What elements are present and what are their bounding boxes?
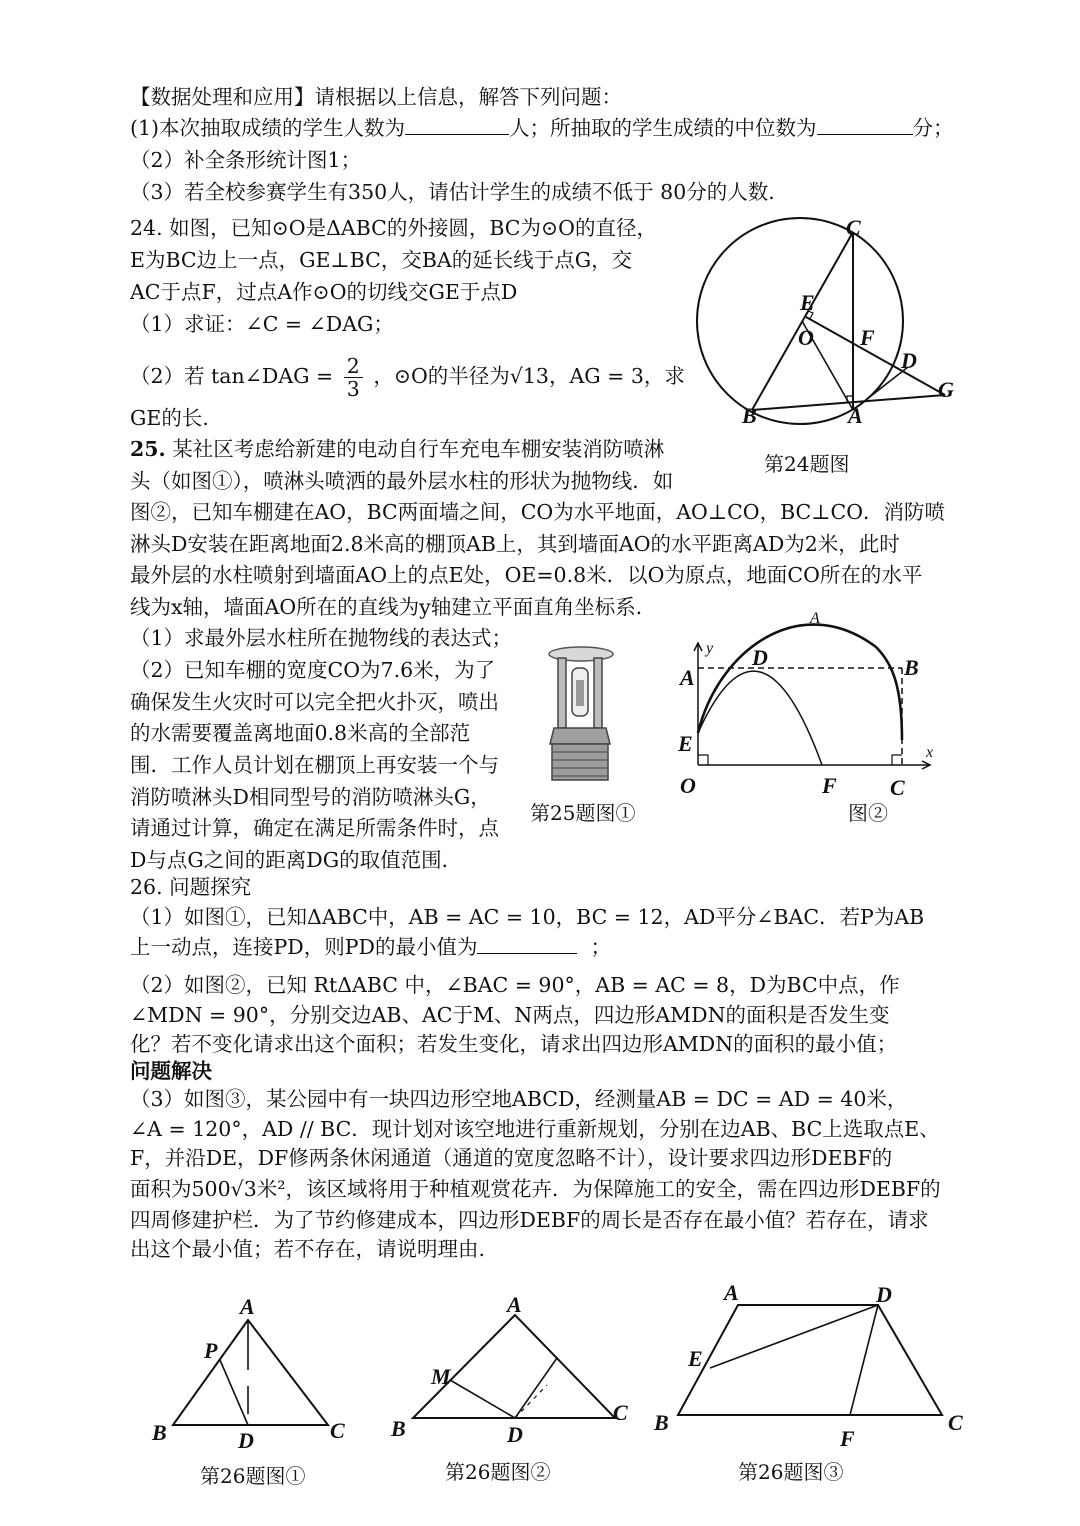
q25-figure2 [670,605,945,805]
label-e: E [678,731,693,756]
label-c: C [846,215,861,240]
q24-line-end: GE的长. [130,406,209,430]
q25-part2-4: 围．工作人员计划在棚顶上再安装一个与 [130,753,499,777]
label-p: P [204,1338,218,1363]
q25-caption1: 第25题图① [530,801,636,825]
label-g: G [938,377,954,402]
label-d: D [238,1428,254,1453]
q26-fig1-caption: 第26题图① [200,1464,306,1488]
q24-part2: （2）若 tan∠DAG = $\frac{2}{3}$ ，⊙O的半径为√13，AG = 3，求 [130,354,685,401]
right-angle-mark [892,755,902,765]
q26-figure3 [650,1280,970,1450]
q24-line2: E为BC边上一点，GE⊥BC，交BA的延长线于点G，交 [130,248,633,272]
label-o: O [798,325,814,350]
answer-blank[interactable] [405,114,509,135]
label-d: D [901,348,917,373]
sprinkler-head-illustration [536,640,626,790]
label-a: A [848,403,863,428]
circle-o [697,218,903,424]
q25-part2-6: 请通过计算，确定在满足所需条件时，点 [130,816,499,840]
segment-de [710,1305,878,1368]
canopy-arc [698,625,902,740]
segment-pd [220,1360,248,1425]
q24-line1: 24. 如图，已知⊙O是ΔABC的外接圆，BC为⊙O的直径， [130,216,657,240]
segment-df [850,1305,878,1415]
label-f: F [860,325,875,350]
q26-figure1 [140,1290,360,1460]
q25-part1: （1）求最外层水柱所在抛物线的表达式； [130,626,513,650]
q26-p1-line1: （1）如图①，已知ΔABC中，AB = AC = 10，BC = 12，AD平分∠BAC．若P为AB [130,905,925,929]
label-a: A [507,1292,522,1317]
q23-part1: (1)本次抽取成绩的学生人数为 人；所抽取的学生成绩的中位数为 分； [130,116,954,140]
q26-p2-line3: 化？若不变化请求出这个面积；若发生变化，请求出四边形AMDN的面积的最小值； [130,1032,898,1056]
q23-part2: （2）补全条形统计图1； [130,148,362,172]
q26-p2-line1: （2）如图②，已知 RtΔABC 中，∠BAC = 90°，AB = AC = 8，D为BC中点，作 [130,973,900,997]
label-b: B [391,1416,406,1441]
quadrilateral-abcd [678,1305,942,1415]
q25-part2-2: 确保发生火灾时可以完全把火扑灭，喷出 [130,690,499,714]
q24-line3: AC于点F，过点A作⊙O的切线交GE于点D [130,280,518,304]
q26-p2-line2: ∠MDN = 90°，分别交边AB、AC于M、N两点，四边形AMDN的面积是否发生变 [130,1003,890,1027]
q24-caption: 第24题图 [764,452,850,476]
label-m: M [431,1364,451,1389]
q26-p3-line4: 面积为500√3米²，该区域将用于种植观赏花卉．为保障施工的安全，需在四边形DEBF的 [130,1177,941,1201]
q26-p3-line3: F，并沿DE，DF修两条休闲通道（通道的宽度忽略不计），设计要求四边形DEBF的 [130,1146,893,1170]
label-b: B [654,1410,669,1435]
q25-line3: 图②，已知车棚建在AO，BC两面墙之间，CO为水平地面，AO⊥CO，BC⊥CO．消防喷 [130,500,946,524]
q24-part1: （1）求证：∠C = ∠DAG； [130,312,394,336]
label-c: C [890,775,905,800]
q25-part2-5: 消防喷淋头D相同型号的消防喷淋头G， [130,785,491,809]
q23-part3: （3）若全校参赛学生有350人，请估计学生的成绩不低于 80分的人数. [130,180,775,204]
label-e: E [688,1346,703,1371]
label-c: C [948,1410,963,1435]
label-c: C [330,1418,345,1443]
q25-line5: 最外层的水柱喷射到墙面AO上的点E处，OE=0.8米．以O为原点，地面CO所在的水平 [130,563,923,587]
q26-p3-line6: 出这个最小值；若不存在，请说明理由. [130,1237,486,1261]
q25-part2-3: 的水需要覆盖离地面0.8米高的全部范 [130,721,471,745]
q26-p3-line2: ∠A = 120°，AD // BC．现计划对该空地进行重新规划，分别在边AB、BC上选取点E、 [130,1117,940,1141]
q26-subtitle: 问题解决 [130,1059,212,1083]
label-b: B [152,1420,167,1445]
label-f: F [822,773,837,798]
label-x: x [926,744,934,761]
q25-line6: 线为x轴，墙面AO所在的直线为y轴建立平面直角坐标系． [130,595,657,619]
label-b: B [904,655,919,680]
label-o: O [680,773,696,798]
triangle-abc [173,1320,328,1425]
label-b: B [742,403,757,428]
q24-figure [690,205,970,430]
q25-line4: 淋头D安装在距离地面2.8米高的棚顶AB上，其到墙面AO的水平距离AD为2米，此时 [130,532,900,556]
q25-caption2: 图② [848,801,888,825]
label-c: C [613,1400,628,1425]
segment-dn [515,1358,557,1418]
q25-line1: 25. 某社区考虑给新建的电动自行车充电车棚安装消防喷淋 [130,437,665,461]
label-y: y [706,640,714,657]
q25-line2: 头（如图①），喷淋头喷洒的最外层水柱的形状为抛物线．如 [130,469,674,493]
q23-heading: 【数据处理和应用】请根据以上信息，解答下列问题： [130,85,622,109]
label-d: D [507,1422,523,1447]
label-a: A [240,1294,255,1319]
q25-part2-7: D与点G之间的距离DG的取值范围． [130,848,463,872]
answer-blank[interactable] [817,114,913,135]
label-f: F [840,1426,855,1451]
label-d: D [752,645,768,670]
label-e: E [800,290,815,315]
right-angle-mark [698,755,708,765]
label-a: A [680,665,695,690]
q26-title: 26. 问题探究 [130,875,252,899]
segment-eg [806,317,945,395]
label-a: A [724,1280,739,1305]
q26-p3-line5: 四周修建护栏．为了节约修建成本，四边形DEBF的周长是否存在最小值？若存在，请求 [130,1208,929,1232]
q25-part2-1: （2）已知车棚的宽度CO为7.6米，为了 [130,658,496,682]
label-d: D [876,1282,892,1307]
q26-fig2-caption: 第26题图② [445,1460,551,1484]
q26-fig3-caption: 第26题图③ [738,1460,844,1484]
fraction: $\frac{2}{3}$ [344,355,363,400]
segment-ad-dashed [515,1385,547,1418]
q26-p1-line2: 上一动点，连接PD，则PD的最小值为 ； [130,935,612,959]
segment-dm [450,1380,515,1418]
answer-blank[interactable] [477,933,577,954]
q26-figure2 [385,1290,640,1455]
q26-p3-line1: （3）如图③，某公园中有一块四边形空地ABCD，经测量AB = DC = AD = 40米， [130,1087,908,1111]
label-arc-a: A [810,610,820,627]
